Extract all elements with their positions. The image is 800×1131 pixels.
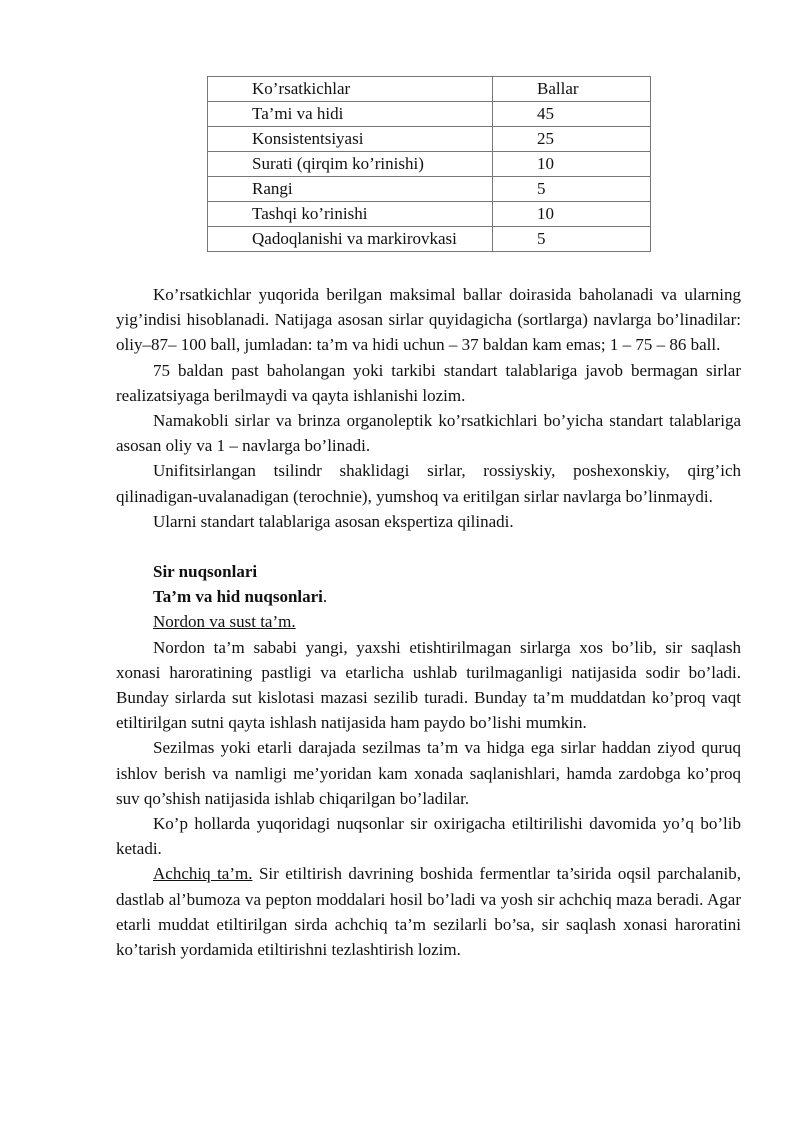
section-heading: Sir nuqsonlari [153,562,258,582]
paragraph: Unifitsirlangan tsilindr shaklidagi sirlar, rossiyskiy, poshexonskiy, qirg’ich qilinadigan-uvalanadigan (terochnie), yumshoq va eritilgan sirlar navlarga bo’linmaydi. [116,461,741,506]
table-cell: Konsistentsiyasi [208,127,493,152]
defect-subheading-text: Nordon va sust ta’m. [153,612,296,632]
paragraph: Nordon ta’m sababi yangi, yaxshi etishtirilmagan sirlarga xos bo’lib, sir saqlash xonasi haroratining pastligi va etarlicha ushlab turilmaganligi natijasida sodir bo’ladi. Bunday sirlarda sut kislotasi mazasi sezilib turadi. Bunday ta’m muddatdan ko’proq vaqt etiltirilgan sutni qayta ishlash natijasida ham paydo bo’lishi mumkin. [116,637,741,733]
table-cell: 5 [493,177,651,202]
table-cell: Ta’mi va hidi [208,102,493,127]
table-row [208,152,651,177]
table-header-row [208,77,651,102]
paragraph [116,861,741,962]
paragraph: Ularni standart talablariga asosan ekspertiza qilinadi. [153,511,514,531]
subsection-heading-text: Ta’m va hid nuqsonlari [153,587,323,607]
subsection-heading-punct: . [322,587,328,607]
table-row [208,202,651,227]
body-text [116,282,741,962]
paragraph: Sezilmas yoki etarli darajada sezilmas ta’m va hidga ega sirlar haddan ziyod quruq ishlov berish va namligi me’yoridan kam xonada saqlanishlari, hamda zardobga ko’proq suv qo’shish natijasida ishlab chiqarilgan bo’ladilar. [116,738,741,808]
table-cell: Rangi [208,177,493,202]
table-cell: Surati (qirqim ko’rinishi) [208,152,493,177]
paragraph: Namakobli sirlar va brinza organoleptik ko’rsatkichlari bo’yicha standart talablariga asosan oliy va 1 – navlarga bo’linadi. [116,411,741,456]
table-row [208,127,651,152]
table-row [208,177,651,202]
table-header-cell: Ballar [493,77,651,102]
subsection-heading [116,584,741,609]
table-row [208,227,651,252]
paragraph: 75 baldan past baholangan yoki tarkibi standart talablariga javob bermagan sirlar realizatsiyaga berilmaydi va qayta ishlanishi lozim. [116,360,741,405]
table-row [208,102,651,127]
paragraph: Ko’p hollarda yuqoridagi nuqsonlar sir oxirigacha etiltirilishi davomida yo’q bo’lib ketadi. [116,814,741,859]
paragraph: Ko’rsatkichlar yuqorida berilgan maksimal ballar doirasida baholanadi va ularning yig’indisi hisoblanadi. Natijaga asosan sirlar quyidagicha (sortlarga) navlarga bo’linadilar: oliy–87– 100 ball, jumladan: ta’m va hidi uchun – 37 baldan kam emas; 1 – 75 – 86 ball. [116,285,741,355]
table-cell: 25 [493,127,651,152]
scores-table [207,76,651,252]
defect-lead: Achchiq ta’m. [153,864,253,884]
table-cell: 45 [493,102,651,127]
table-cell: 5 [493,227,651,252]
table-cell: Tashqi ko’rinishi [208,202,493,227]
defect-subheading [116,609,741,634]
table-header-cell: Ko’rsatkichlar [208,77,493,102]
paragraph-text: Sir etiltirish davrining boshida fermentlar ta’sirida oqsil parchalanib, dastlab al’bumoza va pepton moddalari hosil bo’ladi va yosh sir achchiq maza beradi. Agar etarli muddat etiltirilgan sirda achchiq ta’m sezilarli bo’sa, sir saqlash xonasi haroratini ko’tarish yordamida etiltirishni tezlashtirish lozim. [116,864,742,960]
table-cell: Qadoqlanishi va markirovkasi [208,227,493,252]
table-cell: 10 [493,202,651,227]
table-cell: 10 [493,152,651,177]
